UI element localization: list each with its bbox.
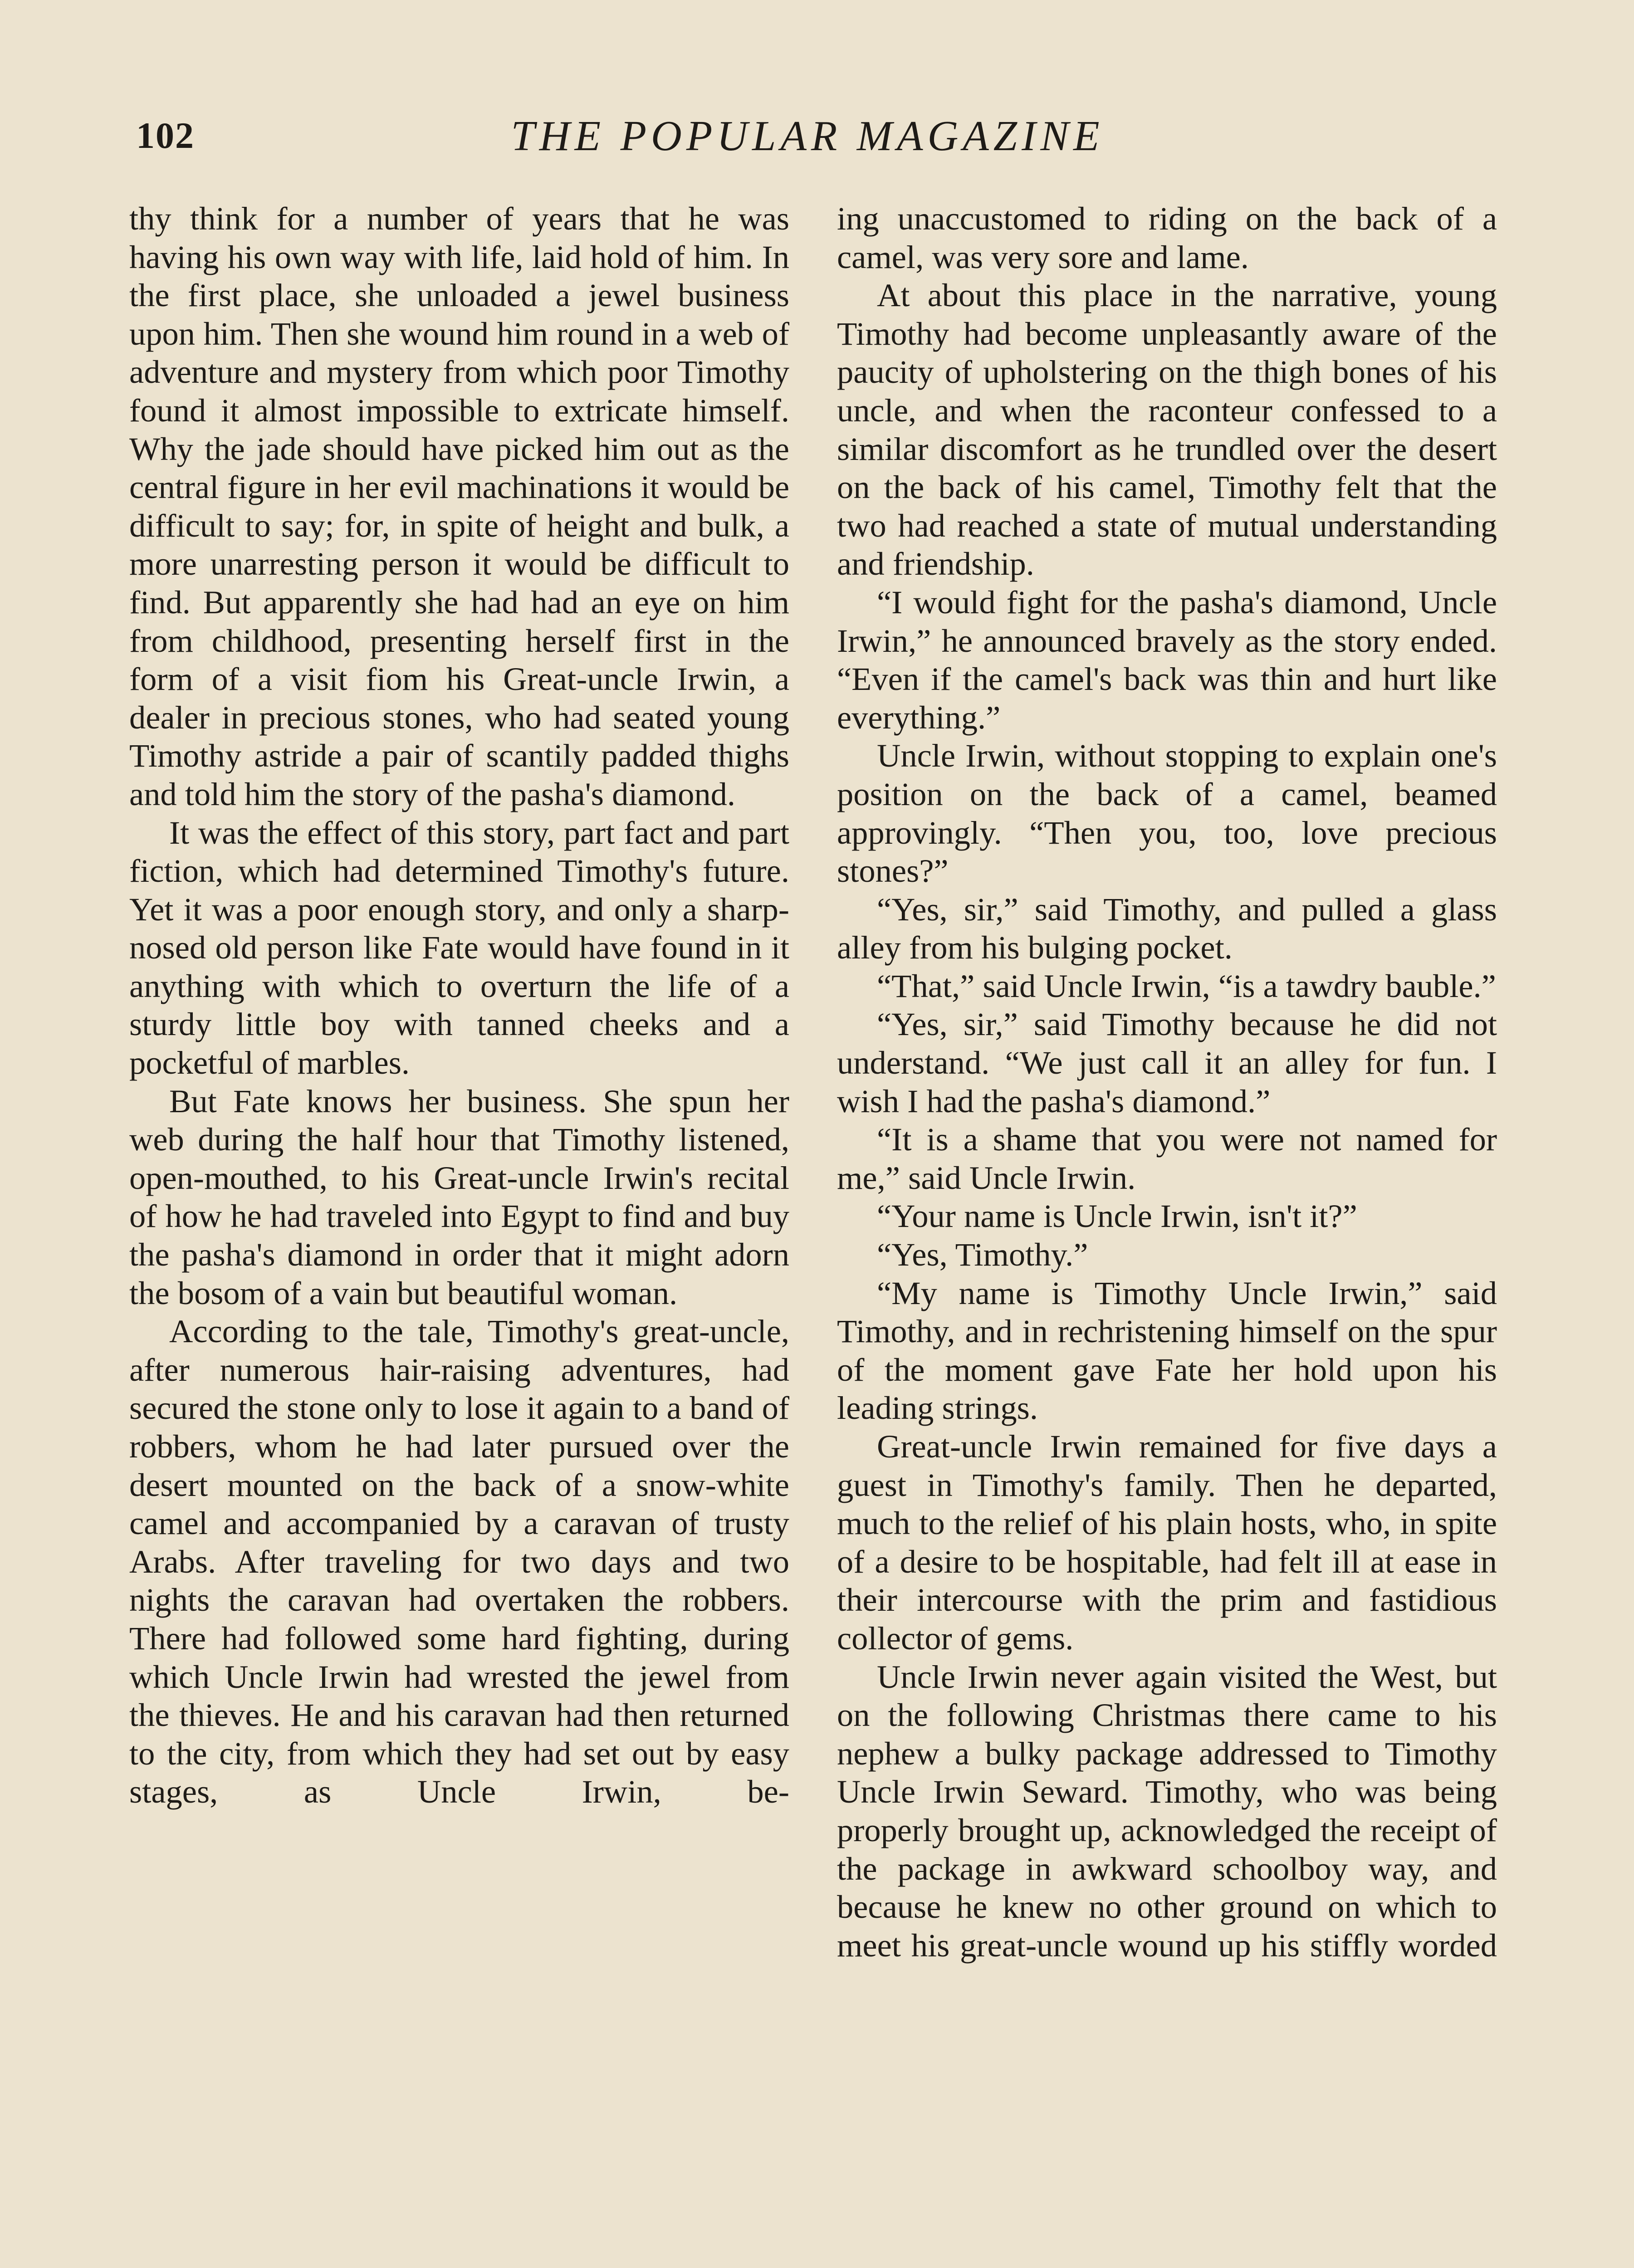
paragraph: “Your name is Uncle Irwin, isn't it?” — [877, 1198, 1357, 1235]
paragraph: According to the tale, Timothy's great-uncle, after numerous hair-raising adventures, had secured the stone only to lose it again to a band of robbers, whom he had later pursued over the desert mounted on the back of a snow-white camel and accompanied by a caravan of trusty Arabs. After traveling for two days and two nights the caravan had overtaken the robbers. There had followed some hard fighting, during which Uncle Irwin had wrested the jewel from the thieves. He and his caravan had then returned to the city, from which they had set out by easy stages, as Uncle Irwin, be- — [129, 1313, 789, 1810]
page-number: 102 — [136, 115, 195, 156]
paragraph: Great-uncle Irwin remained for five days a guest in Timothy's family. Then he departed, much to the relief of his plain hosts, who, in spite of a desire to be hospitable, had felt ill at ease in their intercourse with the prim and fastidious collector of gems. — [837, 1428, 1497, 1657]
paragraph: “Yes, sir,” said Timothy, and pulled a glass alley from his bulging pocket. — [837, 890, 1497, 966]
paragraph: Uncle Irwin never again visited the West, but on the following Christmas there came to his nephew a bulky package addressed to Timothy Uncle Irwin Seward. Timothy, who was being properly brought up, acknowledged the receipt of the package in awkward schoolboy way, and because he knew no other ground on which to meet his great-uncle wound up his stiffly worded — [837, 1658, 1497, 1964]
left-column — [129, 200, 789, 1811]
paragraph: At about this place in the narrative, young Timothy had become unpleasantly aware of the paucity of upholstering on the thigh bones of his uncle, and when the raconteur confessed to a similar discomfort as he trundled over the desert on the back of his camel, Timothy felt that the two had reached a state of mutual understanding and friendship. — [837, 277, 1497, 582]
paragraph: “I would fight for the pasha's diamond, Uncle Irwin,” he announced bravely as the story ended. “Even if the camel's back was thin and hurt like everything.” — [837, 583, 1497, 736]
paragraph: Uncle Irwin, without stopping to explain one's position on the back of a camel, beamed approvingly. “Then you, too, love precious stones?” — [837, 737, 1497, 890]
paragraph: “Yes, Timothy.” — [877, 1236, 1088, 1273]
paragraph: ing unaccustomed to riding on the back of a camel, was very sore and lame. — [837, 200, 1497, 275]
paragraph: “That,” said Uncle Irwin, “is a tawdry bauble.” — [877, 967, 1496, 1004]
right-column — [837, 200, 1497, 1965]
paragraph: thy think for a number of years that he was having his own way with life, laid hold of him. In the first place, she unloaded a jewel business upon him. Then she wound him round in a web of adventure and mystery from which poor Timothy found it almost impossible to extricate himself. Why the jade should have picked him out as the central figure in her evil machinations it would be difficult to say; for, in spite of height and bulk, a more unarresting person it would be difficult to find. But apparently she had had an eye on him from childhood, presenting herself first in the form of a visit fiom his Great-uncle Irwin, a dealer in precious stones, who had seated young Timothy astride a pair of scantily padded thighs and told him the story of the pasha's diamond. — [129, 200, 789, 812]
paragraph: But Fate knows her business. She spun her web during the half hour that Timothy listened, open-mouthed, to his Great-uncle Irwin's recital of how he had traveled into Egypt to find and buy the pasha's diamond in order that it might adorn the bosom of a vain but beautiful woman. — [129, 1082, 789, 1311]
paragraph: It was the effect of this story, part fact and part fiction, which had determined Timothy's future. Yet it was a poor enough story, and only a sharp-nosed old person like Fate would have found in it anything with which to overturn the life of a sturdy little boy with tanned cheeks and a pocketful of marbles. — [129, 814, 789, 1081]
running-head: THE POPULAR MAGAZINE — [511, 112, 1104, 160]
paragraph: “My name is Timothy Uncle Irwin,” said Timothy, and in rechristening himself on the spur of the moment gave Fate her hold upon his leading strings. — [837, 1274, 1497, 1427]
paragraph: “Yes, sir,” said Timothy because he did not understand. “We just call it an alley for fun. I wish I had the pasha's diamond.” — [837, 1006, 1497, 1119]
paragraph: “It is a shame that you were not named for me,” said Uncle Irwin. — [837, 1121, 1497, 1196]
